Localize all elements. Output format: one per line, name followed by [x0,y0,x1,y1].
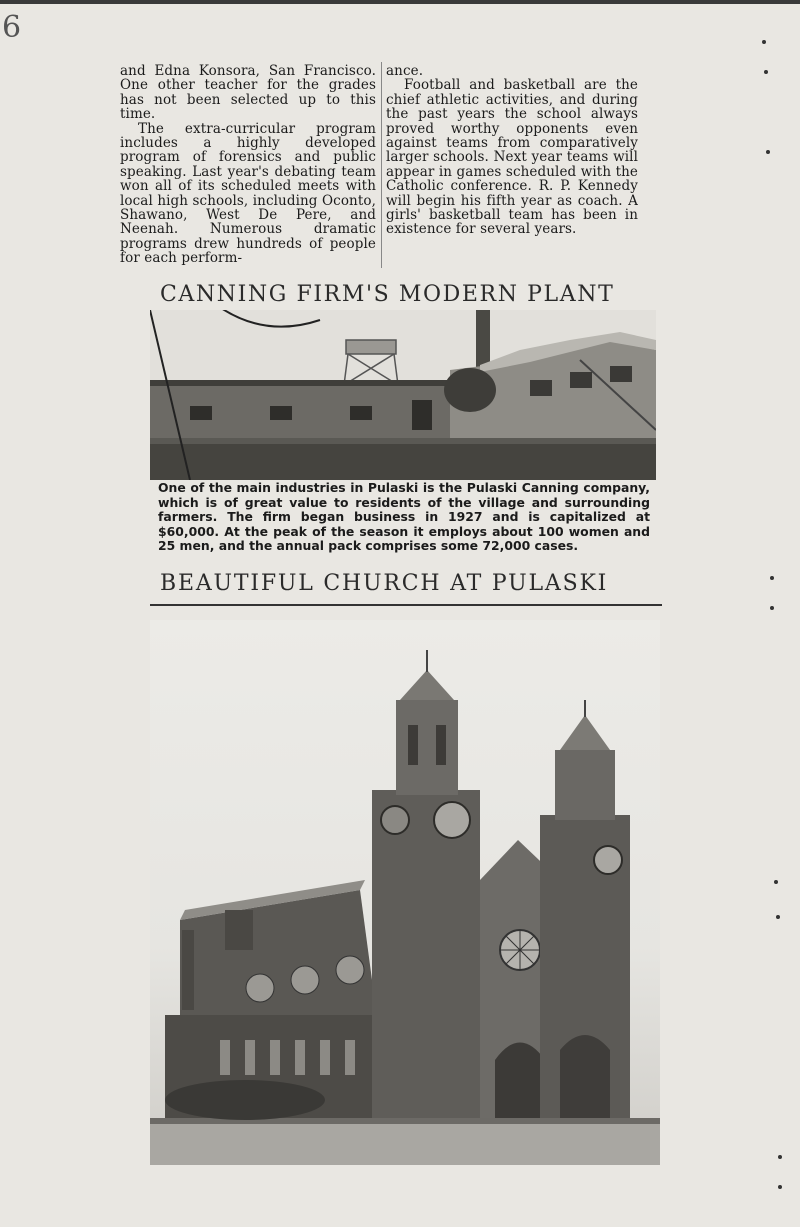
church-photo [150,620,660,1165]
page-number-mark: 6 [2,10,22,45]
page-top-edge [0,0,800,4]
margin-mark [764,70,768,74]
cannery-photo [150,310,656,480]
cannery-caption: One of the main industries in Pulaski is the Pulaski Canning company, which is of great value to residents of the village and surrounding farmers. The firm began business in 1927 and is capitalized at $60,000. At the peak of the season it employs about 100 women and 25 men, and the annual pack comprises some 72,000 cases. [158,480,650,554]
canning-headline: CANNING FIRM'S MODERN PLANT [160,282,615,307]
margin-mark [774,880,778,884]
article-paragraph: ance. [386,63,424,79]
margin-mark [762,40,766,44]
article-paragraph: Football and basketball are the chief athletic activities, and during the past years the school always proved worthy opponents even against teams from comparatively larger schools. Next year teams will appear in games scheduled with the Catholic conference. R. P. Kennedy will begin his fifth year as coach. A girls' basketball team has been in existence for several years. [386,77,638,238]
article-right-column [386,64,638,237]
cannery-illustration [150,310,656,480]
church-illustration [150,620,660,1165]
section-rule [150,604,662,606]
article-paragraph: and Edna Konsora, San Francisco. One other teacher for the grades has not been selected up to this time. [120,63,376,123]
margin-mark [766,150,770,154]
margin-mark [778,1155,782,1159]
column-divider [381,62,382,268]
margin-mark [778,1185,782,1189]
margin-mark [770,606,774,610]
margin-mark [770,576,774,580]
margin-mark [776,915,780,919]
church-headline: BEAUTIFUL CHURCH AT PULASKI [160,571,609,596]
article-left-column [120,64,376,266]
article-paragraph: The extra-curricular program includes a highly developed program of forensics and public speaking. Last year's debating team won all of its scheduled meets with local high schools, including Oconto, Shawano, West De Pere, and Neenah. Numerous dramatic programs drew hundreds of people for each perform- [120,120,376,267]
